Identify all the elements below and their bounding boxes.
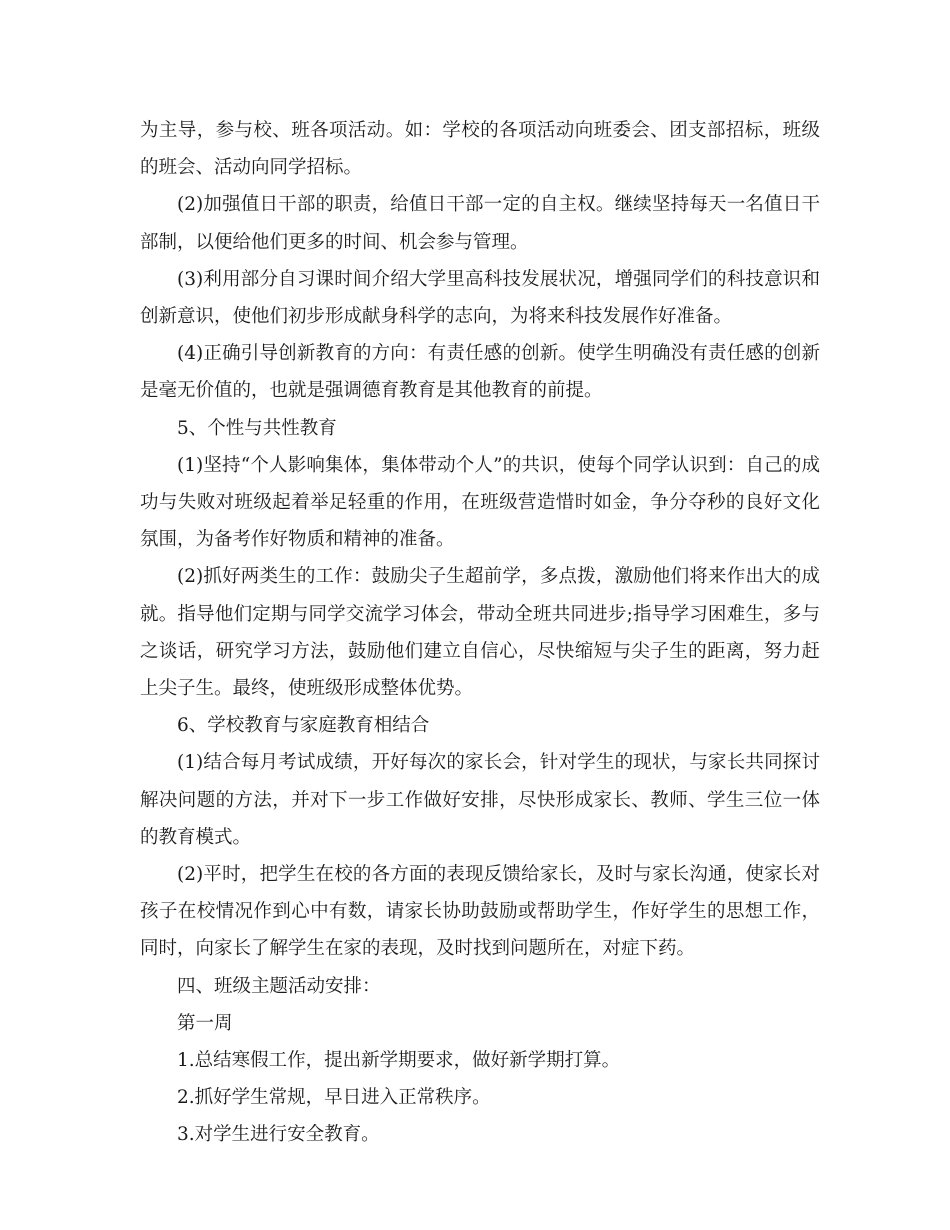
paragraph-item-2-feedback: (2)平时，把学生在校的各方面的表现反馈给家长，及时与家长沟通，使家长对孩子在校情况作到心中有数，请家长协助鼓励或帮助学生，作好学生的思想工作，同时，向家长了解学生在家的表现，及时找到问题所在，对症下药。 xyxy=(140,864,820,960)
paragraph-item-1-consensus: (1)坚持“个人影响集体，集体带动个人”的共识，使每个同学认识到：自己的成功与失败对班级起着举足轻重的作用，在班级营造惜时如金，争分夺秒的良好文化氛围，为备考作好物质和精神的准备。 xyxy=(140,454,820,551)
paragraph-item-2-duty-cadre: (2)加强值日干部的职责，给值日干部一定的自主权。继续坚持每天一名值日干部制，以便给他们更多的时间、机会参与管理。 xyxy=(140,194,820,253)
paragraph-item-4-innovation: (4)正确引导创新教育的方向：有责任感的创新。使学生明确没有责任感的创新是毫无价值的，也就是强调德育教育是其他教育的前提。 xyxy=(140,343,820,402)
paragraph-continuation: 为主导，参与校、班各项活动。如：学校的各项活动向班委会、团支部招标，班级的班会、活动向同学招标。 xyxy=(140,120,820,179)
paragraph-item-1-parent-meeting: (1)结合每月考试成绩，开好每次的家长会，针对学生的现状，与家长共同探讨解决问题的方法，并对下一步工作做好安排，尽快形成家长、教师、学生三位一体的教育模式。 xyxy=(140,752,820,848)
section-heading-5: 5、个性与共性教育 xyxy=(177,417,337,439)
list-item-1: 1.总结寒假工作，提出新学期要求，做好新学期打算。 xyxy=(177,1050,621,1072)
week-heading: 第一周 xyxy=(177,1012,233,1034)
paragraph-item-3-technology: (3)利用部分自习课时间介绍大学里高科技发展状况，增强同学们的科技意识和创新意识，使他们初步形成献身科学的志向，为将来科技发展作好准备。 xyxy=(140,268,820,328)
section-heading-four: 四、班级主题活动安排： xyxy=(177,975,381,997)
document-body xyxy=(140,112,820,1154)
list-item-2: 2.抓好学生常规，早日进入正常秩序。 xyxy=(177,1087,491,1109)
section-heading-6: 6、学校教育与家庭教育相结合 xyxy=(177,715,430,737)
list-item-3: 3.对学生进行安全教育。 xyxy=(177,1124,380,1146)
paragraph-item-2-two-groups: (2)抓好两类生的工作：鼓励尖子生超前学，多点拨，激励他们将来作出大的成就。指导他们定期与同学交流学习体会，带动全班共同进步;指导学习困难生，多与之谈话，研究学习方法，鼓励他们建立自信心，尽快缩短与尖子生的距离，努力赶上尖子生。最终，使班级形成整体优势。 xyxy=(140,566,820,700)
